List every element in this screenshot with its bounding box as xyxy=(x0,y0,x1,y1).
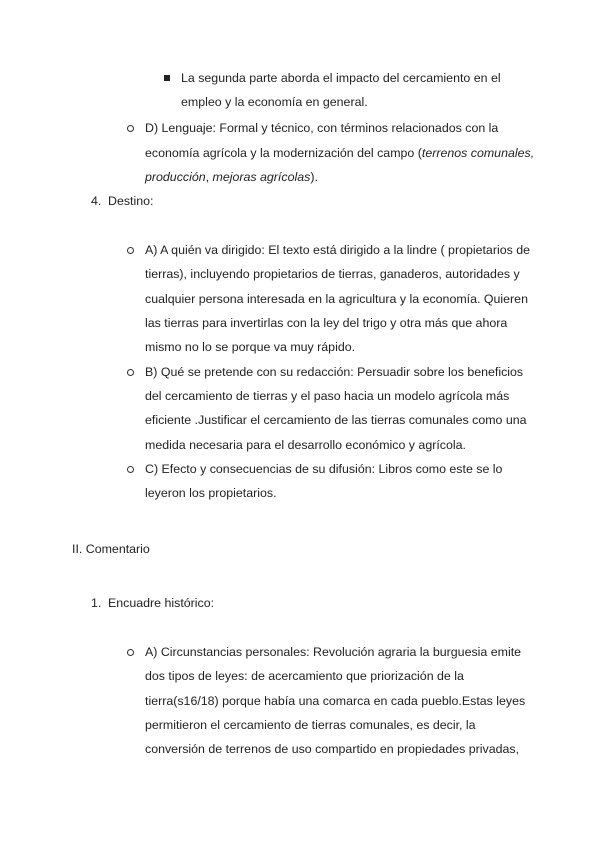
section-heading: II. Comentario xyxy=(72,542,150,556)
body-text-line: las tierras para invertirlas con la ley del trigo y otra más que ahora xyxy=(145,316,508,330)
body-text-line: eficiente .Justificar el cercamiento de las tierras comunales como una xyxy=(145,413,527,427)
body-text-line: empleo y la economía en general. xyxy=(181,95,368,109)
list-number: 4. xyxy=(91,194,102,208)
body-text-line: mismo no lo se porque va muy rápido. xyxy=(145,340,356,354)
circle-bullet xyxy=(127,247,134,254)
list-number: 1. xyxy=(91,596,102,610)
italic-text-run: mejoras agrícolas xyxy=(212,170,311,184)
body-text-line xyxy=(145,169,318,185)
section-title: Encuadre histórico: xyxy=(108,596,215,610)
circle-bullet xyxy=(127,369,134,376)
circle-bullet xyxy=(127,649,134,656)
body-text-line: leyeron los propietarios. xyxy=(145,486,277,500)
text-run: economía agrícola y la modernización del campo ( xyxy=(145,146,422,160)
body-text-line: cualquier persona interesada en la agricultura y la economía. Quieren xyxy=(145,292,528,306)
body-text-line: La segunda parte aborda el impacto del cercamiento en el xyxy=(181,71,501,85)
text-run: , xyxy=(205,170,213,184)
square-bullet xyxy=(164,75,170,81)
section-title: Destino: xyxy=(108,194,154,208)
body-text-line: tierras), incluyendo propietarios de tierras, ganaderos, autoridades y xyxy=(145,267,520,281)
body-text-line: medida necesaria para el desarrollo económico y agrícola. xyxy=(145,438,466,452)
circle-bullet xyxy=(127,125,134,132)
body-text-line: permitieron el cercamiento de tierras comunales, es decir, la xyxy=(145,718,476,732)
body-text-line: del cercamiento de tierras y el paso hacia un modelo agrícola más xyxy=(145,389,510,403)
body-text-line: dos tipos de leyes: de acercamiento que priorización de la xyxy=(145,669,464,683)
body-text-line: D) Lenguaje: Formal y técnico, con términos relacionados con la xyxy=(145,121,499,135)
text-run: ). xyxy=(310,170,318,184)
circle-bullet xyxy=(127,466,134,473)
body-text-line: A) A quién va dirigido: El texto está dirigido a la lindre ( propietarios de xyxy=(145,243,531,257)
body-text-line: conversión de terrenos de uso compartido en propiedades privadas, xyxy=(145,742,520,756)
italic-text-run: terrenos comunales, xyxy=(421,146,535,160)
body-text-line: A) Circunstancias personales: Revolución agraria la burguesia emite xyxy=(145,645,522,659)
body-text-line: C) Efecto y consecuencias de su difusión: Libros como este se lo xyxy=(145,462,503,476)
body-text-line: B) Qué se pretende con su redacción: Persuadir sobre los beneficios xyxy=(145,365,524,379)
body-text-line: tierra(s16/18) porque había una comarca en cada pueblo.Estas leyes xyxy=(145,694,526,708)
italic-text-run: producción xyxy=(145,170,206,184)
body-text-line xyxy=(145,145,534,161)
